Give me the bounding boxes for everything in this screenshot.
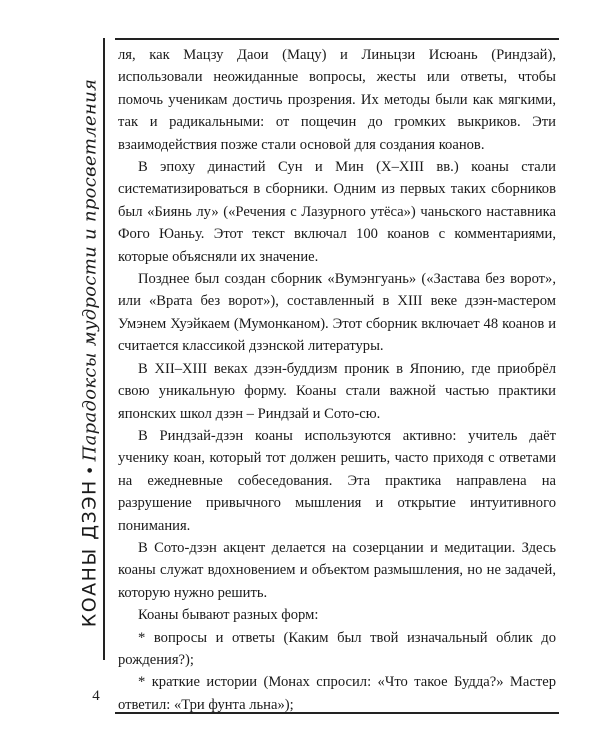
- paragraph: В Риндзай-дзэн коаны используются активно: учитель даёт ученику коан, который тот должен решить, часто приходя с ответами на ежедневные собеседования. Эта практика направлена на разрушение привычного мышления и открытие интуитивного понимания.: [118, 427, 556, 534]
- running-head-text: [79, 79, 102, 628]
- paragraph: В эпоху династий Сун и Мин (X–XIII вв.) коаны стали систематизироваться в сборники. Одним из первых таких сборников был «Биянь лу» («Речения с Лазурного утёса») чаньского наставника Фого Юаньу. Этот текст включал 100 коанов с комментариями, которые объясняли их значение.: [118, 159, 556, 265]
- top-rule: [115, 38, 559, 40]
- separator-bullet: •: [80, 465, 100, 476]
- paragraph: В XII–XIII веках дзэн-буддизм проник в Японию, где приобрёл свою уникальную форму. Коаны стали важной частью практики японских школ дзэн – Риндзай и Сото-сю.: [118, 360, 556, 422]
- paragraph: В Сото-дзэн акцент делается на созерцании и медитации. Здесь коаны служат вдохновением и объектом размышления, но не задачей, которую нужно решить.: [118, 539, 556, 601]
- paragraph: ля, как Мацзу Даои (Мацу) и Линьцзи Исюань (Риндзай), использовали неожиданные вопросы, жесты или ответы, чтобы помочь ученикам достичь прозрения. Их методы были как мягкими, так и радикальными: от пощечин до громких выкриков. Эти взаимодействия позже стали основой для создания коанов.: [118, 47, 556, 153]
- running-head: [76, 48, 104, 658]
- book-title: КОАНЫ ДЗЭН: [78, 479, 101, 628]
- page-number: 4: [92, 688, 100, 704]
- paragraph: Позднее был создан сборник «Вумэнгуань» («Застава без ворот», или «Врата без ворот»), составленный в XIII веке дзэн-мастером Умэнем Хуэйкаем (Мумонканом). Этот сборник включает 48 коанов и считается классикой дзэнской литературы.: [118, 271, 556, 355]
- book-subtitle: Парадоксы мудрости и просветления: [79, 78, 101, 462]
- list-item: * вопросы и ответы (Каким был твой изначальный облик до рождения?);: [118, 629, 556, 668]
- list-item: * краткие истории (Монах спросил: «Что такое Будда?» Мастер ответил: «Три фунта льна»);: [118, 674, 556, 713]
- body-text: [118, 44, 556, 716]
- paragraph: Коаны бывают разных форм:: [138, 607, 319, 624]
